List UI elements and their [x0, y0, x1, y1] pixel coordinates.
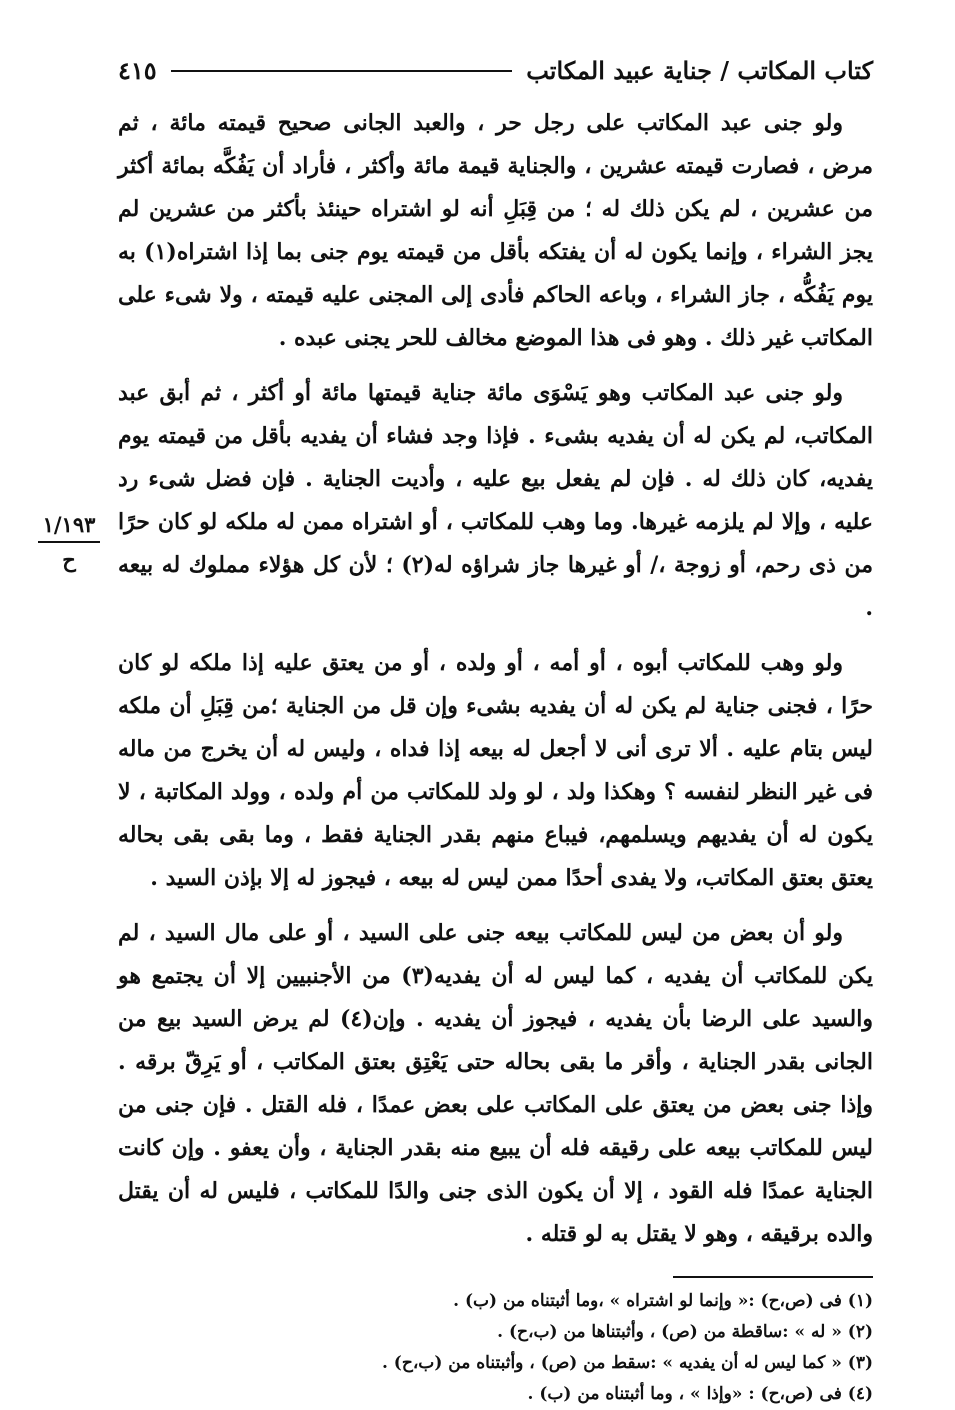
paragraph-text: ولو جنى عبد المكاتب وهو يَسْوَى مائة جناية قيمتها مائة أو أكثر ، ثم أبق عبد المكاتب، لم يكن له أن يفديه بشىء . فإذا وجد فشاء أن يفديه بأقل من قيمته يوم يفديه، كان ذلك له . فإن لم يفعل بيع عليه ، وأديت الجناية . فإن فضل شىء رد عليه ، وإلا لم يلزمه غيرها. وما وهب للمكاتب ، أو اشتراه ممن له ملكه لو كان حرًا من ذى رحم، أو زوجة ،/ أو غيرها جاز شراؤه له(٢) ؛ لأن كل هؤلاء مملوك له بيعه .: [118, 380, 873, 621]
body-text: [118, 102, 873, 1256]
margin-folio-ref: ١/١٩٣: [42, 512, 96, 537]
paragraph: [118, 642, 873, 900]
book-page: [118, 50, 873, 1410]
running-head-title: كتاب المكاتب / جناية عبيد المكاتب: [526, 56, 873, 85]
paragraph-text: ولو جنى عبد المكاتب على رجل حر ، والعبد الجانى صحيح قيمته مائة ، ثم مرض ، فصارت قيمته عشرين ، والجناية قيمة مائة وأكثر ، فأراد أن يَفُكَّه بمائة أكثر من عشرين ، لم يكن ذلك له ؛ من قِبَلِ أنه لو اشتراه حينئذ بأكثر من عشرين لم يجز الشراء ، وإنما يكون له أن يفتكه بأقل من قيمته يوم جنى بما إذا اشتراه(١) به يوم يَفُكُّه ، جاز الشراء ، وباعه الحاكم فأدى إلى المجنى عليه قيمته ، ولا شىء على المكاتب غير ذلك . وهو فى هذا الموضع مخالف للحر يجنى عبده .: [118, 110, 873, 351]
paragraph-text: ولو وهب للمكاتب أبوه ، أو أمه ، أو ولده ، أو من يعتق عليه إذا ملكه لو كان حرًا ، فجنى جناية لم يكن له أن يفديه بشىء وإن قل من الجناية ؛من قِبَلِ أن ملكه ليس بتام عليه . ألا ترى أنى لا أجعل له بيعه إذا فداه ، وليس له أن يخرج من ماله فى غير النظر لنفسه ؟ وهكذا ولد ، لو ولد للمكاتب من أم ولده ، وولد المكاتبة ، لا يكون له أن يفديهم ويسلمهم، فيباع منهم بقدر الجناية فقط ، وما بقى بقى بحاله يعتق بعتق المكاتب، ولا يفدى أحدًا ممن ليس له بيعه ، فيجوز له إلا بإذن السيد .: [118, 650, 873, 891]
paragraph: [118, 102, 873, 360]
footnote-rule: [673, 1276, 873, 1278]
paragraph: [118, 912, 873, 1256]
margin-rule: [38, 541, 100, 543]
margin-manuscript-reference: [38, 512, 100, 572]
margin-manuscript-letter: ح: [62, 547, 76, 573]
footnote: (٣) « كما ليس له أن يفديه » :سقط من (ص) ، وأثبتناه من (ب،ح) .: [381, 1353, 873, 1373]
paragraph-text: ولو أن بعض من ليس للمكاتب بيعه جنى على السيد ، أو على مال السيد ، لم يكن للمكاتب أن يفديه ، كما ليس له أن يفديه(٣) من الأجنبيين إلا أن يجتمع هو والسيد على الرضا بأن يفديه ، فيجوز أن يفديه . وإن(٤) لم يرض السيد بيع من الجانى بقدر الجناية ، وأقر ما بقى بحاله حتى يَعْتِق بعتق المكاتب ، أو يَرِقّ برقه . وإذا جنى بعض من يعتق على المكاتب على بعض عمدًا ، فله القتل . فإن جنى من ليس للمكاتب بيعه على رقيقه فله أن يبيع منه بقدر الجناية ، وأن يعفو . وإن كانت الجناية عمدًا فله القود ، إلا أن يكون الذى جنى والدًا للمكاتب ، فليس له أن يقتل والده برقيقه ، وهو لا يقتل به لو قتله .: [118, 920, 873, 1247]
footnote: (٤) فى (ص،ح) : «وإذا » ، وما أثبتناه من (ب) .: [527, 1384, 873, 1404]
footnote: (٢) « له » :ساقطة من (ص) ، وأثبتناها من (ب،ح) .: [497, 1322, 873, 1342]
page-number: ٤١٥: [118, 56, 157, 85]
running-head: [118, 50, 873, 92]
footnote: (١) فى (ص،ح) :« وإنما لو اشتراه » ،وما أثبتناه من (ب) .: [453, 1291, 873, 1311]
paragraph: [118, 372, 873, 630]
footnotes: [118, 1276, 873, 1410]
running-head-rule: [171, 70, 513, 72]
